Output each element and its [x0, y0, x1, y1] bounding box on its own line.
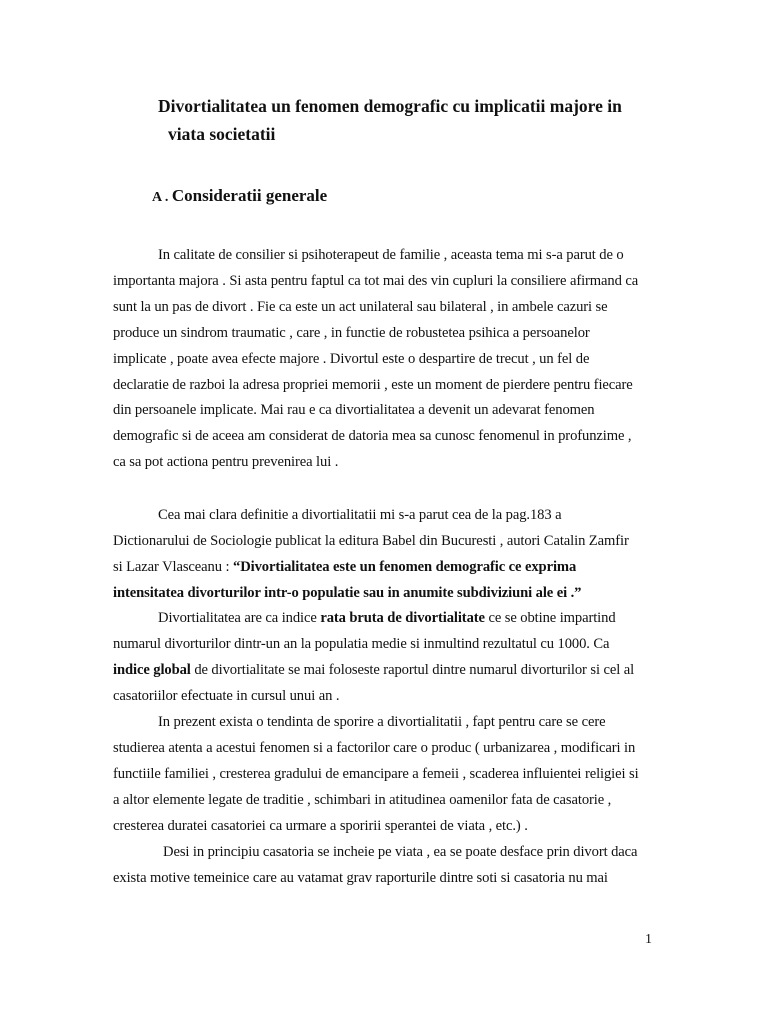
text-line: numarul divorturilor dintr-un an la populatia medie si inmultind rezultatul cu 1000. Ca [113, 635, 610, 652]
section-letter: A . [152, 190, 172, 205]
text-line: din persoanele implicate. Mai rau e ca divortialitatea a devenit un adevarat fenomen [113, 402, 595, 419]
text-line: Cea mai clara definitie a divortialitatii mi s-a parut cea de la pag.183 a [158, 507, 562, 523]
text-line: produce un sindrom traumatic , care , in functie de robustetea psihica a persoanelor [113, 324, 590, 341]
text-line: sunt la un pas de divort . Fie ca este un act unilateral sau bilateral , in ambele cazuri se [113, 298, 608, 315]
text-line: casatoriilor efectuate in cursul unui an . [113, 687, 340, 704]
text-line [113, 606, 658, 632]
text-line: implicate , poate avea efecte majore . Divortul este o despartire de trecut , un fel de [113, 350, 590, 367]
text-run: si Lazar Vlasceanu : [113, 558, 234, 575]
text-run: de divortialitate se mai foloseste raportul dintre numarul divorturilor si cel al [190, 661, 635, 678]
text-line: Desi in principiu casatoria se incheie pe viata , ea se poate desface prin divort daca [163, 844, 638, 860]
paragraph-5 [113, 840, 658, 892]
text-line: demografic si de aceea am considerat de datoria mea sa cunosc fenomenul in profunzime , [113, 428, 632, 445]
text-run: Divortialitatea are ca indice [158, 610, 321, 626]
paragraph-1 [113, 243, 658, 476]
title-line-2: viata societatii [168, 124, 276, 144]
page-number: 1 [645, 932, 652, 947]
definition-quote: intensitatea divorturilor intr-o populatie sau in anumite subdiviziuni ale ei .” [113, 584, 582, 601]
text-line: a altor elemente legate de traditie , schimbari in atitudinea oamenilor fata de casatorie , [113, 791, 612, 808]
paragraph-4 [113, 710, 658, 840]
definition-quote: “Divortialitatea este un fenomen demografic ce exprima [233, 558, 577, 575]
text-line: importanta majora . Si asta pentru faptul ca tot mai des vin cupluri la consiliere afirmand ca [113, 272, 639, 289]
text-line [113, 555, 658, 581]
text-line: cresterea duratei casatoriei ca urmare a sporirii sperantei de viata , etc.) . [113, 817, 528, 834]
text-line: exista motive temeinice care au vatamat grav raporturile dintre soti si casatoria nu mai [113, 869, 608, 886]
bold-term: rata bruta de divortialitate [320, 610, 485, 626]
text-line: studierea atenta a acestui fenomen si a factorilor care o produc ( urbanizarea , modificari in [113, 739, 636, 756]
text-line: In calitate de consilier si psihoterapeut de familie , aceasta tema mi s-a parut de o [158, 247, 624, 263]
text-run: ce se obtine impartind [484, 610, 616, 626]
document-title [158, 92, 678, 148]
title-line-1: Divortialitatea un fenomen demografic cu implicatii majore in [158, 96, 622, 116]
text-line: Dictionarului de Sociologie publicat la editura Babel din Bucuresti , autori Catalin Zamfir [113, 532, 629, 549]
section-heading [152, 186, 327, 206]
text-line: ca sa pot actiona pentru prevenirea lui . [113, 454, 339, 471]
text-line [113, 658, 658, 684]
section-title: Consideratii generale [171, 186, 328, 205]
text-line [113, 581, 658, 607]
text-line: functiile familiei , cresterea gradului de emancipare a femeii , scaderea influientei religiei si [113, 765, 639, 782]
text-line: declaratie de razboi la adresa propriei memorii , este un moment de pierdere pentru fiecare [113, 376, 633, 393]
text-line: In prezent exista o tendinta de sporire a divortialitatii , fapt pentru care se cere [158, 714, 606, 730]
bold-term: indice global [113, 661, 191, 678]
paragraph-3 [113, 606, 658, 710]
paragraph-2 [113, 503, 658, 607]
